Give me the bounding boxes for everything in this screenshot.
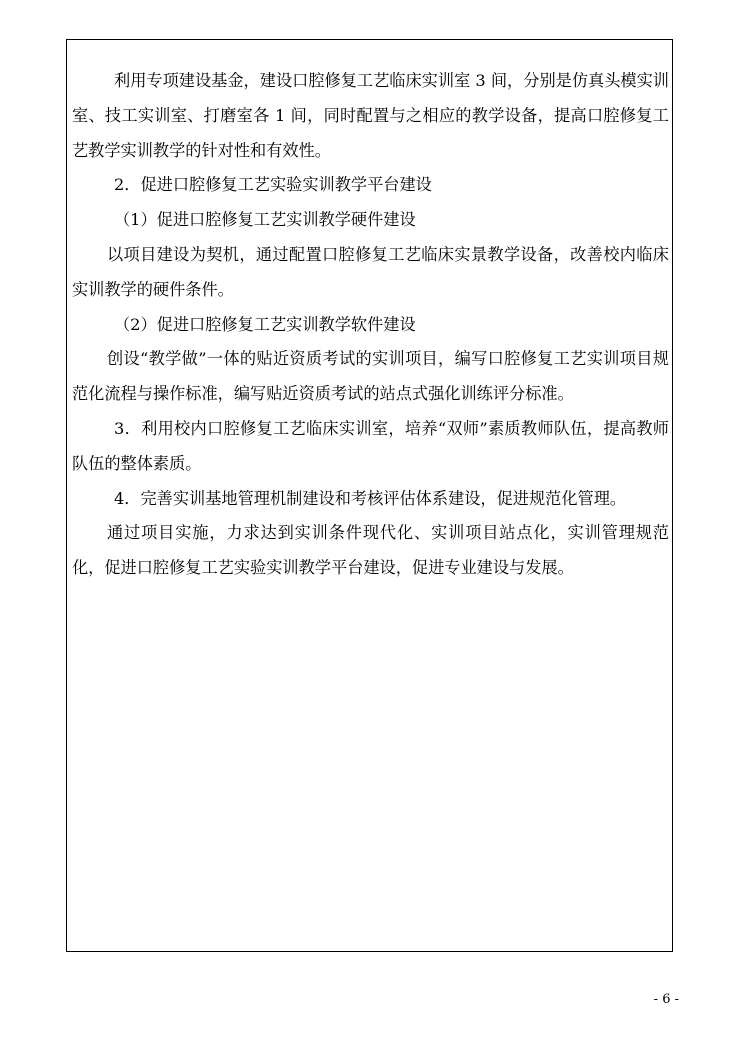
paragraph-hardware: 以项目建设为契机，通过配置口腔修复工艺临床实景教学设备，改善校内临床实训教学的硬件条件。 — [72, 244, 669, 299]
subheading-hardware: （1）促进口腔修复工艺实训教学硬件建设 — [114, 210, 416, 230]
content-table-cell — [66, 39, 673, 952]
paragraph-management-mechanism: 4．完善实训基地管理机制建设和考核评估体系建设，促进规范化管理。 — [114, 488, 627, 508]
paragraph-construction-fund: 利用专项建设基金，建设口腔修复工艺临床实训室 3 间，分别是仿真头模实训室、技工实训室、打磨室各 1 间，同时配置与之相应的教学设备，提高口腔修复工艺教学实训教学的针对性和有效性。 — [72, 71, 669, 160]
subheading-software: （2）促进口腔修复工艺实训教学软件建设 — [114, 314, 416, 334]
heading-platform-construction: 2．促进口腔修复工艺实验实训教学平台建设 — [114, 175, 432, 195]
paragraph-project-goals: 通过项目实施，力求达到实训条件现代化、实训项目站点化，实训管理规范化，促进口腔修复工艺实验实训教学平台建设，促进专业建设与发展。 — [72, 523, 669, 578]
document-body — [72, 64, 669, 586]
page-number: - 6 - — [653, 992, 679, 1007]
paragraph-double-qualified-teachers: 3．利用校内口腔修复工艺临床实训室，培养“双师”素质教师队伍，提高教师队伍的整体素质。 — [72, 418, 669, 473]
paragraph-software: 创设“教学做”一体的贴近资质考试的实训项目，编写口腔修复工艺实训项目规范化流程与操作标准，编写贴近资质考试的站点式强化训练评分标准。 — [72, 349, 669, 404]
